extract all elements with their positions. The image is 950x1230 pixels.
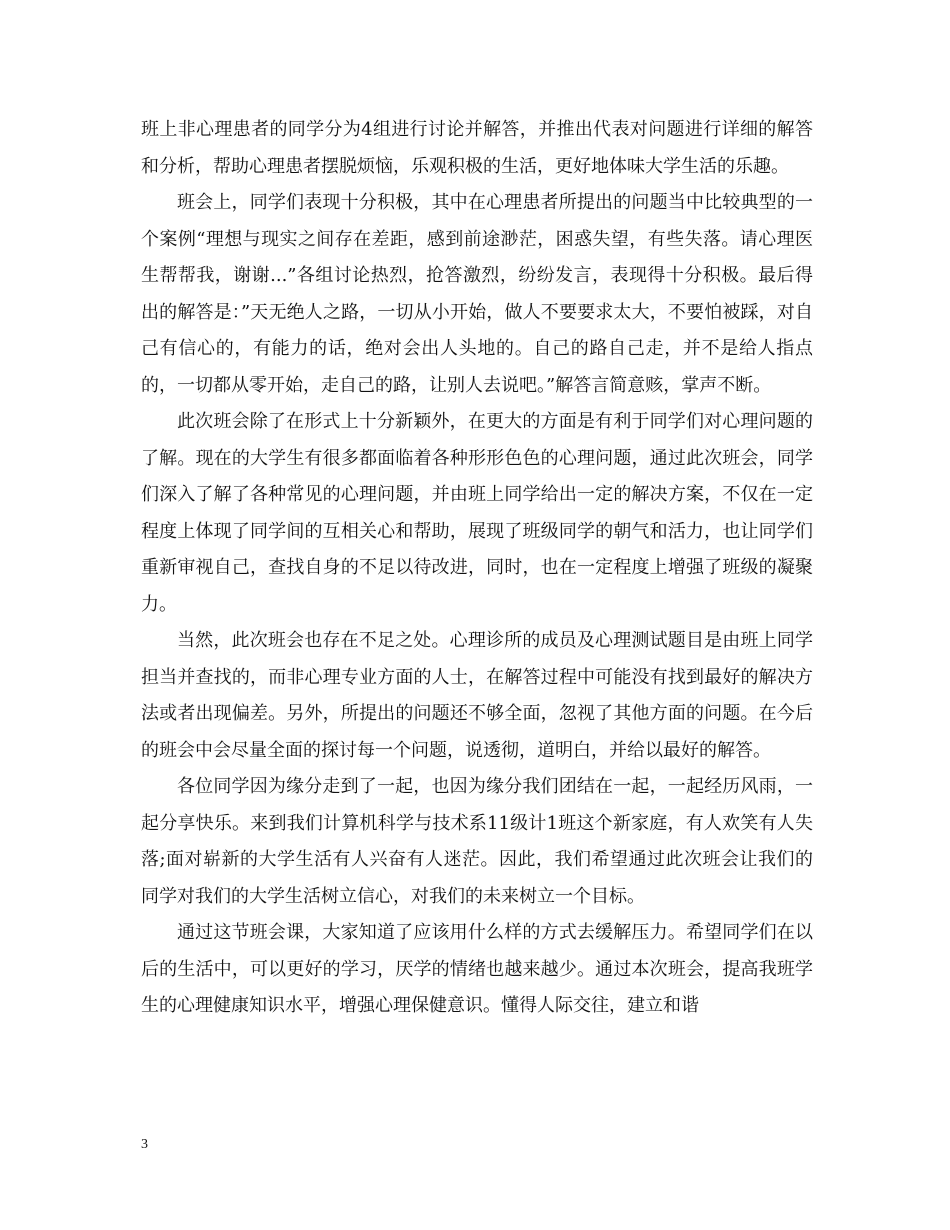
paragraph-6: 通过这节班会课，大家知道了应该用什么样的方式去缓解压力。希望同学们在以后的生活中，可以更好的学习，厌学的情绪也越来越少。通过本次班会，提高我班学生的心理健康知识水平，增强心理保健意识。懂得人际交往，建立和谐 — [141, 922, 813, 1016]
paragraph-4: 当然，此次班会也存在不足之处。心理诊所的成员及心理测试题目是由班上同学担当并查找的，而非心理专业方面的人士，在解答过程中可能没有找到最好的解决方法或者出现偏差。另外，所提出的问题还不够全面，忽视了其他方面的问题。在今后的班会中会尽量全面的探讨每一个问题，说透彻，道明白，并给以最好的解答。 — [141, 630, 813, 761]
paragraph-1: 班上非心理患者的同学分为4组进行讨论并解答，并推出代表对问题进行详细的解答和分析，帮助心理患者摆脱烦恼，乐观积极的生活，更好地体味大学生活的乐趣。 — [141, 119, 813, 177]
paragraph-5: 各位同学因为缘分走到了一起，也因为缘分我们团结在一起，一起经历风雨，一起分享快乐。来到我们计算机科学与技术系11级计1班这个新家庭，有人欢笑有人失落;面对崭新的大学生活有人兴奋有人迷茫。因此，我们希望通过此次班会让我们的同学对我们的大学生活树立信心，对我们的未来树立一个目标。 — [141, 776, 813, 907]
page-number: 3 — [141, 1137, 148, 1152]
paragraph-2: 班会上，同学们表现十分积极，其中在心理患者所提出的问题当中比较典型的一个案例“理想与现实之间存在差距，感到前途渺茫，困惑失望，有些失落。请心理医生帮帮我，谢谢...”各组讨论热烈，抢答激烈，纷纷发言，表现得十分积极。最后得出的解答是：”天无绝人之路，一切从小开始，做人不要要求太大，不要怕被踩，对自己有信心的，有能力的话，绝对会出人头地的。自己的路自己走，并不是给人指点的，一切都从零开始，走自己的路，让别人去说吧。”解答言简意赅，掌声不断。 — [141, 192, 813, 396]
paragraph-3: 此次班会除了在形式上十分新颖外，在更大的方面是有利于同学们对心理问题的了解。现在的大学生有很多都面临着各种形形色色的心理问题，通过此次班会，同学们深入了解了各种常见的心理问题，并由班上同学给出一定的解决方案，不仅在一定程度上体现了同学间的互相关心和帮助，展现了班级同学的朝气和活力，也让同学们重新审视自己，查找自身的不足以待改进，同时，也在一定程度上增强了班级的凝聚力。 — [141, 411, 813, 615]
document-body — [141, 112, 813, 1025]
